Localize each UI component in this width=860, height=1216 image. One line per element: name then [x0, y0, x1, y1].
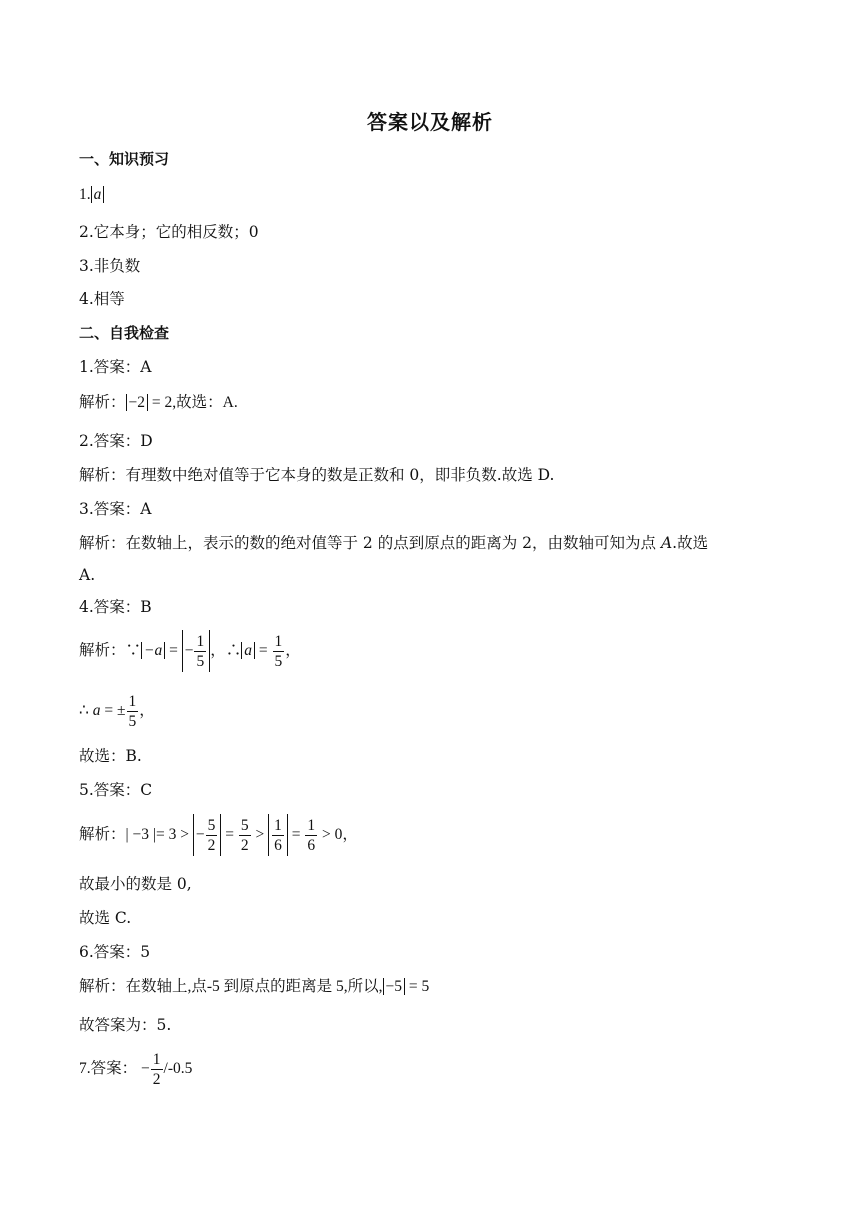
abs-neg-one-fifth: − $\frac{1}{5}$ — [182, 630, 211, 672]
preview-item-1 — [79, 184, 104, 206]
fraction-one-sixth: $\frac{1}{6}$ — [307, 816, 316, 854]
q5-answer: 5.答案：C — [79, 781, 153, 799]
q4-analysis: 解析：∵ −a = − $\frac{1}{5}$ ，∴ a = $\frac{1}{5}$ ， — [79, 628, 301, 674]
q1-answer: 1.答案：A — [79, 358, 152, 376]
q6-conclusion: 故答案为：5. — [79, 1016, 172, 1034]
q5-line2: 故最小的数是 0, — [79, 875, 192, 893]
q3-answer: 3.答案：A — [79, 500, 152, 518]
abs-neg-2: −2 — [126, 394, 149, 411]
q4-conclusion: 故选：B. — [79, 747, 142, 765]
q2-answer: 2.答案：D — [79, 432, 153, 450]
page-title: 答案以及解析 — [367, 110, 493, 134]
preview-item-2: 2.它本身；它的相反数；0 — [79, 223, 259, 241]
q4-answer: 4.答案：B — [79, 598, 152, 616]
q3-analysis: 解析：在数轴上，表示的数的绝对值等于 2 的点到原点的距离为 2，由数轴可知为点 A.故选 — [79, 534, 709, 552]
q5-analysis: 解析：| −3 |= 3 > − $\frac{5}{2}$ = $\frac{5}{2}$ > $\frac{1}{6}$ = $\frac{1}{6}$ > 0， — [79, 812, 358, 858]
fraction-five-halves: $\frac{5}{2}$ — [240, 816, 249, 854]
fraction-one-fifth: $\frac{1}{5}$ — [274, 632, 283, 670]
q6-answer: 6.答案：5 — [79, 943, 151, 961]
fraction-one-half: $\frac{1}{2}$ — [152, 1050, 161, 1088]
item-number: 1. — [79, 186, 91, 203]
abs-a-2: a — [241, 642, 255, 659]
section-heading-selfcheck: 二、自我检查 — [79, 324, 170, 342]
point-label: A — [660, 534, 673, 552]
q3-analysis-cont: A. — [79, 566, 96, 584]
abs-neg-5: −5 — [383, 978, 406, 995]
abs-neg-five-halves: − $\frac{5}{2}$ — [193, 814, 222, 856]
q4-analysis-line2: ∴ a = ± $\frac{1}{5}$ ， — [79, 692, 155, 730]
preview-item-3: 3.非负数 — [79, 257, 141, 275]
q6-analysis: 解析：在数轴上,点-5 到原点的距离是 5,所以, −5 = 5 — [79, 978, 430, 995]
abs-neg-a: −a — [141, 642, 165, 659]
q7-answer: 7.答案： − $\frac{1}{2}$ /-0.5 — [79, 1050, 193, 1088]
q2-analysis: 解析：有理数中绝对值等于它本身的数是正数和 0，即非负数.故选 D. — [79, 466, 555, 484]
q5-line3: 故选 C. — [79, 909, 132, 927]
section-heading-preview: 一、知识预习 — [79, 150, 170, 168]
abs-a: a — [91, 186, 105, 203]
preview-item-4: 4.相等 — [79, 290, 125, 308]
abs-one-sixth: $\frac{1}{6}$ — [268, 814, 288, 856]
q1-analysis: 解析： −2 = 2,故选：A. — [79, 394, 238, 411]
fraction-one-fifth-2: $\frac{1}{5}$ — [128, 692, 137, 730]
